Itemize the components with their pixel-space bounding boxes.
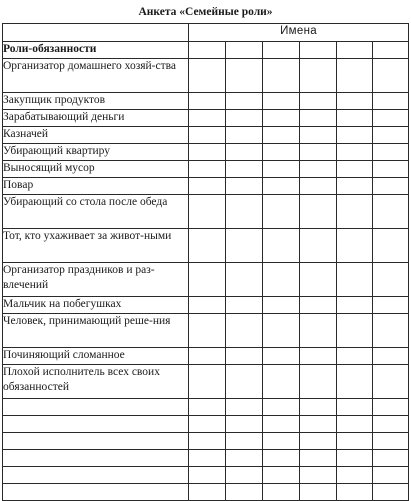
name-cell[interactable]	[263, 144, 300, 161]
corner-cell	[3, 24, 189, 42]
name-cell[interactable]	[373, 178, 409, 195]
name-cell[interactable]	[337, 93, 373, 110]
name-cell[interactable]	[263, 178, 300, 195]
name-cell[interactable]	[337, 144, 373, 161]
name-cell[interactable]	[226, 314, 263, 348]
table-row	[3, 263, 409, 297]
name-cell[interactable]	[337, 127, 373, 144]
name-cell[interactable]	[300, 365, 337, 399]
name-cell[interactable]	[189, 178, 226, 195]
name-cell[interactable]	[226, 263, 263, 297]
name-cell[interactable]	[300, 484, 337, 501]
table-row	[3, 93, 409, 110]
empty-row	[3, 484, 409, 501]
empty-role-cell[interactable]	[3, 399, 189, 416]
role-text: Казначей	[3, 128, 49, 140]
name-cell[interactable]	[300, 416, 337, 433]
role-label	[3, 93, 189, 110]
role-text: Организатор праздников и раз-влечений	[3, 264, 155, 291]
name-cell[interactable]	[373, 484, 409, 501]
name-cell[interactable]	[189, 263, 226, 297]
name-cell[interactable]	[337, 314, 373, 348]
name-cell[interactable]	[226, 59, 263, 93]
names-header-row	[3, 24, 409, 42]
role-text: Убирающий со стола после обеда	[3, 196, 168, 208]
name-cell[interactable]	[373, 365, 409, 399]
name-cell[interactable]	[226, 450, 263, 467]
name-cell[interactable]	[263, 127, 300, 144]
name-cell[interactable]	[263, 416, 300, 433]
name-cell[interactable]	[226, 416, 263, 433]
roles-header: Роли-обязанности	[3, 42, 189, 59]
name-cell[interactable]	[226, 484, 263, 501]
name-cell[interactable]	[300, 161, 337, 178]
name-cell[interactable]	[300, 229, 337, 263]
name-cell[interactable]	[189, 399, 226, 416]
role-text: Плохой исполнитель всех своих обязанностей	[3, 366, 160, 393]
role-label	[3, 297, 189, 314]
document-title: Анкета «Семейные роли»	[138, 6, 273, 18]
name-cell[interactable]	[337, 229, 373, 263]
name-cell[interactable]	[189, 365, 226, 399]
name-cell[interactable]	[263, 195, 300, 229]
name-cell[interactable]	[263, 229, 300, 263]
name-cell[interactable]	[300, 110, 337, 127]
name-cell[interactable]	[337, 365, 373, 399]
role-label	[3, 127, 189, 144]
empty-row	[3, 433, 409, 450]
name-cell[interactable]	[263, 110, 300, 127]
table-row	[3, 365, 409, 399]
role-text: Выносящий мусор	[3, 162, 95, 174]
role-text: Закупщик продуктов	[3, 94, 106, 106]
name-cell[interactable]	[373, 110, 409, 127]
name-cell[interactable]	[226, 348, 263, 365]
role-text: Убирающий квартиру	[3, 145, 111, 157]
name-cell[interactable]	[226, 127, 263, 144]
empty-role-cell[interactable]	[3, 467, 189, 484]
name-cell[interactable]	[373, 42, 409, 59]
role-text: Починяющий сломанное	[3, 349, 125, 361]
name-cell[interactable]	[373, 161, 409, 178]
name-cell[interactable]	[226, 93, 263, 110]
name-cell[interactable]	[263, 161, 300, 178]
name-cell[interactable]	[337, 467, 373, 484]
name-cell[interactable]	[373, 297, 409, 314]
empty-role-cell[interactable]	[3, 416, 189, 433]
name-cell[interactable]	[373, 416, 409, 433]
name-cell[interactable]	[226, 297, 263, 314]
name-cell[interactable]	[226, 178, 263, 195]
table-row	[3, 195, 409, 229]
role-text: Мальчик на побегушках	[3, 298, 122, 310]
name-cell[interactable]	[226, 467, 263, 484]
empty-role-cell[interactable]	[3, 484, 189, 501]
empty-role-cell[interactable]	[3, 450, 189, 467]
name-cell[interactable]	[300, 195, 337, 229]
name-cell[interactable]	[263, 297, 300, 314]
name-cell[interactable]	[263, 263, 300, 297]
name-cell[interactable]	[373, 93, 409, 110]
empty-row	[3, 416, 409, 433]
name-cell[interactable]	[337, 263, 373, 297]
name-cell[interactable]	[263, 348, 300, 365]
name-cell[interactable]	[226, 399, 263, 416]
name-cell[interactable]	[189, 195, 226, 229]
role-label	[3, 263, 189, 297]
name-cell[interactable]	[337, 297, 373, 314]
name-cell[interactable]	[373, 467, 409, 484]
roles-header-row	[3, 42, 409, 59]
table-row	[3, 144, 409, 161]
name-cell[interactable]	[337, 348, 373, 365]
name-cell[interactable]	[337, 195, 373, 229]
name-cell[interactable]	[300, 263, 337, 297]
name-cell[interactable]	[300, 314, 337, 348]
name-cell[interactable]	[226, 229, 263, 263]
role-label	[3, 348, 189, 365]
name-cell[interactable]	[373, 433, 409, 450]
name-cell[interactable]	[263, 484, 300, 501]
name-cell[interactable]	[189, 484, 226, 501]
name-cell[interactable]	[300, 42, 337, 59]
empty-role-cell[interactable]	[3, 433, 189, 450]
name-cell[interactable]	[373, 263, 409, 297]
empty-row	[3, 467, 409, 484]
name-cell[interactable]	[300, 178, 337, 195]
name-cell[interactable]	[226, 365, 263, 399]
role-label	[3, 314, 189, 348]
name-cell[interactable]	[263, 399, 300, 416]
name-cell[interactable]	[189, 42, 226, 59]
name-cell[interactable]	[189, 59, 226, 93]
name-cell[interactable]	[263, 314, 300, 348]
names-header: Имена	[189, 24, 409, 42]
table-row	[3, 59, 409, 93]
name-cell[interactable]	[226, 110, 263, 127]
name-cell[interactable]	[337, 42, 373, 59]
name-cell[interactable]	[337, 399, 373, 416]
table-row	[3, 314, 409, 348]
name-cell[interactable]	[373, 59, 409, 93]
name-cell[interactable]	[337, 484, 373, 501]
name-cell[interactable]	[189, 416, 226, 433]
name-cell[interactable]	[189, 467, 226, 484]
name-cell[interactable]	[300, 297, 337, 314]
name-cell[interactable]	[373, 127, 409, 144]
name-cell[interactable]	[263, 450, 300, 467]
table-row	[3, 348, 409, 365]
name-cell[interactable]	[300, 450, 337, 467]
role-text: Человек, принимающий реше-ния	[3, 315, 171, 327]
table-row	[3, 110, 409, 127]
role-label	[3, 195, 189, 229]
name-cell[interactable]	[337, 178, 373, 195]
name-cell[interactable]	[189, 144, 226, 161]
name-cell[interactable]	[263, 467, 300, 484]
name-cell[interactable]	[300, 399, 337, 416]
name-cell[interactable]	[189, 348, 226, 365]
name-cell[interactable]	[226, 144, 263, 161]
name-cell[interactable]	[373, 229, 409, 263]
name-cell[interactable]	[226, 433, 263, 450]
role-label	[3, 229, 189, 263]
name-cell[interactable]	[263, 59, 300, 93]
name-cell[interactable]	[189, 433, 226, 450]
role-text: Повар	[3, 179, 34, 191]
name-cell[interactable]	[300, 127, 337, 144]
name-cell[interactable]	[300, 467, 337, 484]
role-label	[3, 59, 189, 93]
name-cell[interactable]	[189, 450, 226, 467]
role-label	[3, 161, 189, 178]
name-cell[interactable]	[337, 450, 373, 467]
name-cell[interactable]	[300, 433, 337, 450]
name-cell[interactable]	[189, 297, 226, 314]
role-label	[3, 178, 189, 195]
name-cell[interactable]	[300, 59, 337, 93]
name-cell[interactable]	[263, 433, 300, 450]
name-cell[interactable]	[300, 348, 337, 365]
name-cell[interactable]	[226, 42, 263, 59]
name-cell[interactable]	[337, 59, 373, 93]
name-cell[interactable]	[337, 161, 373, 178]
name-cell[interactable]	[189, 127, 226, 144]
name-cell[interactable]	[373, 399, 409, 416]
name-cell[interactable]	[373, 450, 409, 467]
name-cell[interactable]	[189, 161, 226, 178]
role-text: Зарабатывающий деньги	[3, 111, 125, 123]
role-label	[3, 365, 189, 399]
role-text: Организатор домашнего хозяй-ства	[3, 60, 177, 72]
name-cell[interactable]	[373, 314, 409, 348]
table-row	[3, 161, 409, 178]
name-cell[interactable]	[189, 229, 226, 263]
name-cell[interactable]	[263, 93, 300, 110]
name-cell[interactable]	[189, 314, 226, 348]
name-cell[interactable]	[189, 110, 226, 127]
role-label	[3, 144, 189, 161]
table-row	[3, 297, 409, 314]
empty-row	[3, 399, 409, 416]
name-cell[interactable]	[373, 144, 409, 161]
role-label	[3, 110, 189, 127]
name-cell[interactable]	[373, 195, 409, 229]
table-row	[3, 127, 409, 144]
empty-row	[3, 450, 409, 467]
name-cell[interactable]	[373, 348, 409, 365]
name-cell[interactable]	[300, 144, 337, 161]
name-cell[interactable]	[263, 42, 300, 59]
name-cell[interactable]	[300, 93, 337, 110]
name-cell[interactable]	[263, 365, 300, 399]
name-cell[interactable]	[226, 195, 263, 229]
name-cell[interactable]	[226, 161, 263, 178]
name-cell[interactable]	[337, 110, 373, 127]
name-cell[interactable]	[337, 416, 373, 433]
name-cell[interactable]	[337, 433, 373, 450]
roles-survey-table	[2, 23, 409, 501]
role-text: Тот, кто ухаживает за живот-ными	[3, 230, 172, 242]
table-row	[3, 229, 409, 263]
name-cell[interactable]	[189, 93, 226, 110]
table-row	[3, 178, 409, 195]
